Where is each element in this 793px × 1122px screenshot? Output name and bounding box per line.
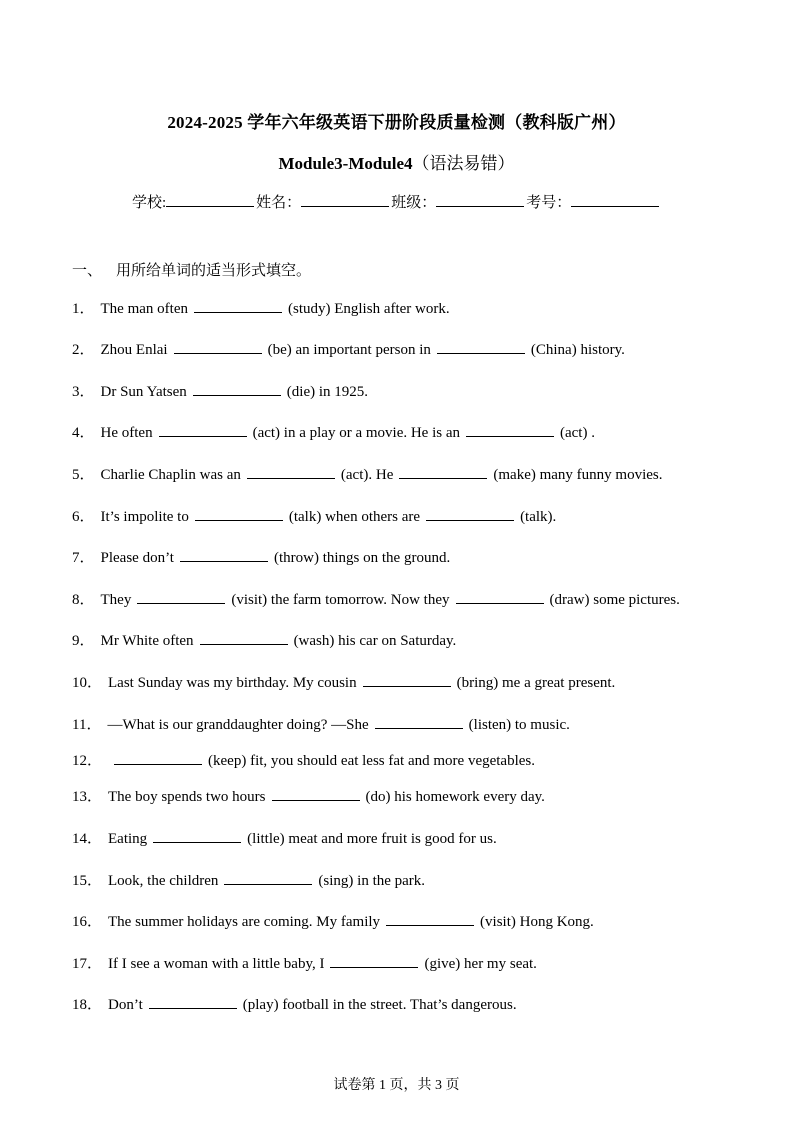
question-text: The man often <box>100 301 188 317</box>
question-number: 1． <box>72 301 95 317</box>
question-number: 10． <box>72 675 103 691</box>
question-item <box>72 297 450 318</box>
question-item <box>72 629 456 650</box>
question-item <box>72 785 545 806</box>
exam-number-label: 考号： <box>526 195 572 211</box>
question-text: (keep) fit, you should eat less fat and more vegetables. <box>208 753 535 769</box>
page-title: 2024-2025 学年六年级英语下册阶段质量检测（教科版广州） <box>167 113 626 132</box>
name-blank[interactable] <box>301 192 389 207</box>
question-text: (be) an important person in <box>267 342 431 358</box>
answer-blank[interactable] <box>194 298 282 313</box>
school-blank[interactable] <box>166 192 254 207</box>
question-item <box>72 713 570 734</box>
question-text: (bring) me a great present. <box>456 675 616 691</box>
answer-blank[interactable] <box>174 339 262 354</box>
question-number: 4． <box>72 425 95 441</box>
class-blank[interactable] <box>436 192 524 207</box>
question-text: —What is our granddaughter doing? —She <box>107 717 369 733</box>
question-item <box>72 952 537 973</box>
subtitle-main: Module3-Module4 <box>278 154 413 173</box>
answer-blank[interactable] <box>399 464 487 479</box>
question-text: Please don’t <box>100 550 174 566</box>
question-text: (talk). <box>520 509 557 525</box>
question-text: (China) history. <box>530 342 625 358</box>
question-text: (sing) in the park. <box>318 873 426 889</box>
page-subtitle <box>0 149 793 174</box>
question-item <box>72 910 594 931</box>
question-text: He often <box>100 425 153 441</box>
answer-blank[interactable] <box>193 381 281 396</box>
class-label: 班级： <box>391 195 437 211</box>
question-number: 18． <box>72 997 103 1013</box>
question-item <box>72 338 625 359</box>
answer-blank[interactable] <box>330 953 418 968</box>
question-number: 14． <box>72 831 103 847</box>
question-text: (give) her my seat. <box>424 956 537 972</box>
question-number: 6． <box>72 509 95 525</box>
question-text: (throw) things on the ground. <box>273 550 451 566</box>
section-instruction: 用所给单词的适当形式填空。 <box>116 263 312 279</box>
answer-blank[interactable] <box>153 828 241 843</box>
question-number: 3． <box>72 384 95 400</box>
question-item <box>72 588 680 609</box>
question-text: (study) English after work. <box>287 301 450 317</box>
subtitle-tail: （语法易错） <box>412 154 515 173</box>
question-text: (die) in 1925. <box>286 384 369 400</box>
question-text: It’s impolite to <box>100 509 189 525</box>
question-number: 5． <box>72 467 95 483</box>
answer-blank[interactable] <box>247 464 335 479</box>
question-text: (wash) his car on Saturday. <box>293 633 457 649</box>
question-text: Look, the children <box>108 873 219 889</box>
question-text: (do) his homework every day. <box>365 789 545 805</box>
question-item <box>72 869 425 890</box>
question-item <box>72 505 556 526</box>
exam-number-blank[interactable] <box>571 192 659 207</box>
question-item <box>72 380 368 401</box>
question-text: Dr Sun Yatsen <box>100 384 187 400</box>
answer-blank[interactable] <box>456 589 544 604</box>
question-text: (visit) Hong Kong. <box>480 914 594 930</box>
question-text: (little) meat and more fruit is good for us. <box>247 831 497 847</box>
question-number: 17． <box>72 956 103 972</box>
question-text: Eating <box>108 831 148 847</box>
question-item <box>72 463 663 484</box>
question-text: (play) football in the street. That’s dangerous. <box>242 997 517 1013</box>
answer-blank[interactable] <box>272 786 360 801</box>
question-item <box>72 827 497 848</box>
question-number: 9． <box>72 633 95 649</box>
question-text: (listen) to music. <box>468 717 570 733</box>
question-text: Last Sunday was my birthday. My cousin <box>108 675 357 691</box>
question-text: (draw) some pictures. <box>549 592 680 608</box>
answer-blank[interactable] <box>386 911 474 926</box>
answer-blank[interactable] <box>159 422 247 437</box>
question-item <box>72 546 450 567</box>
answer-blank[interactable] <box>200 630 288 645</box>
question-text: (act). He <box>340 467 394 483</box>
section-number: 一、 <box>72 263 103 279</box>
question-number: 2． <box>72 342 95 358</box>
question-text: The summer holidays are coming. My family <box>108 914 381 930</box>
question-number: 11． <box>72 717 102 733</box>
question-text: (act) in a play or a movie. He is an <box>252 425 460 441</box>
question-text: Don’t <box>108 997 143 1013</box>
student-info-row <box>132 191 661 212</box>
question-text: (talk) when others are <box>288 509 421 525</box>
question-number: 12． <box>72 753 103 769</box>
answer-blank[interactable] <box>195 506 283 521</box>
question-text: (act) . <box>560 425 595 441</box>
question-number: 13． <box>72 789 103 805</box>
answer-blank[interactable] <box>137 589 225 604</box>
question-item <box>72 421 595 442</box>
question-text: Mr White often <box>100 633 194 649</box>
question-text: (visit) the farm tomorrow. Now they <box>231 592 450 608</box>
question-number: 15． <box>72 873 103 889</box>
answer-blank[interactable] <box>466 422 554 437</box>
answer-blank[interactable] <box>114 750 202 765</box>
question-item <box>72 749 535 770</box>
question-text: The boy spends two hours <box>108 789 266 805</box>
name-label: 姓名： <box>256 195 302 211</box>
question-item <box>72 993 517 1014</box>
answer-blank[interactable] <box>224 870 312 885</box>
question-text: Charlie Chaplin was an <box>100 467 241 483</box>
page-footer: 试卷第 1 页，共 3 页 <box>333 1078 460 1093</box>
answer-blank[interactable] <box>363 672 451 687</box>
school-label: 学校: <box>132 195 167 211</box>
answer-blank[interactable] <box>149 994 237 1009</box>
question-number: 16． <box>72 914 103 930</box>
answer-blank[interactable] <box>437 339 525 354</box>
question-number: 8． <box>72 592 95 608</box>
question-number: 7． <box>72 550 95 566</box>
question-text: (make) many funny movies. <box>493 467 663 483</box>
question-item <box>72 671 615 692</box>
question-text: They <box>100 592 132 608</box>
section-heading <box>72 259 311 280</box>
question-text: Zhou Enlai <box>100 342 168 358</box>
question-text: If I see a woman with a little baby, I <box>108 956 325 972</box>
answer-blank[interactable] <box>180 547 268 562</box>
answer-blank[interactable] <box>375 714 463 729</box>
answer-blank[interactable] <box>426 506 514 521</box>
